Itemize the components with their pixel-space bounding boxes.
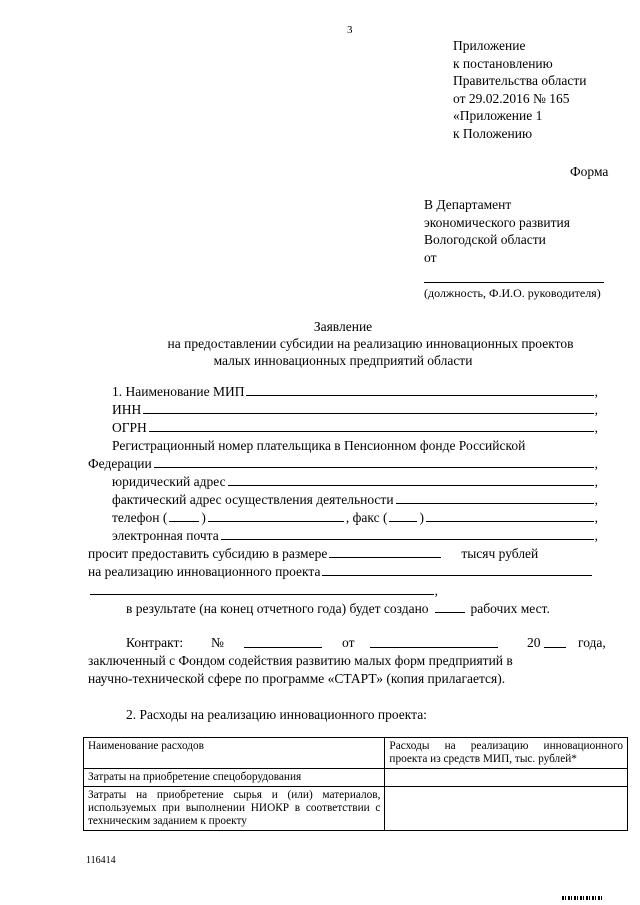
- field-pension-label: Регистрационный номер плательщика в Пенсионном фонде Российской: [112, 438, 526, 453]
- field-ogrn[interactable]: ОГРН ,: [112, 420, 598, 435]
- contract-no: №: [211, 635, 224, 650]
- table-header-cell: Наименование расходов: [84, 738, 385, 769]
- contract-from: от: [342, 635, 355, 650]
- request-project-cont[interactable]: ,: [88, 582, 438, 599]
- field-pension-reg[interactable]: Федерации ,: [88, 456, 598, 471]
- form-label: Форма: [570, 164, 609, 179]
- contract-line2: заключенный с Фондом содействия развитию малых форм предприятий в: [88, 653, 513, 668]
- appendix-block: [453, 37, 586, 142]
- table-cell-input[interactable]: [385, 787, 628, 831]
- addressee-block: [424, 196, 570, 266]
- barcode-icon: [562, 896, 602, 900]
- request-project[interactable]: на реализацию инновационного проекта: [88, 563, 593, 580]
- contract-label: Контракт:: [126, 635, 184, 650]
- document-subtitle: на предоставлении субсидии на реализацию инновационных проектов: [167, 336, 574, 351]
- expenses-table: [83, 737, 628, 831]
- table-header-cell: Расходы на реализацию инновационного проекта из средств МИП, тыс. рублей*: [385, 738, 628, 769]
- appendix-line: к Положению: [453, 125, 533, 141]
- appendix-line: к постановлению: [453, 55, 553, 71]
- footer-code: 116414: [86, 855, 116, 866]
- addressee-line: Вологодской области: [424, 232, 546, 247]
- field-email[interactable]: электронная почта ,: [112, 528, 598, 543]
- document-title: Заявление: [313, 319, 373, 334]
- contract-year-suffix: года,: [578, 635, 606, 650]
- section-2-heading: 2. Расходы на реализацию инновационного проекта:: [126, 707, 427, 722]
- field-actual-address[interactable]: фактический адрес осуществления деятельности ,: [112, 492, 598, 507]
- page-number: 3: [347, 24, 353, 36]
- appendix-line: Приложение: [453, 38, 526, 53]
- contract-line3: научно-технической сфере по программе «СТАРТ» (копия прилагается).: [88, 671, 506, 686]
- appendix-line: от 29.02.2016 № 165: [453, 90, 570, 106]
- addressee-line: экономического развития: [424, 214, 570, 230]
- request-jobs[interactable]: в результате (на конец отчетного года) будет создано рабочих мест.: [126, 601, 550, 616]
- field-name-mip[interactable]: 1. Наименование МИП ,: [112, 384, 598, 399]
- addressee-signature-line[interactable]: [424, 282, 604, 283]
- request-amount[interactable]: просит предоставить субсидию в размере тысяч рублей: [88, 546, 539, 561]
- table-row: [84, 769, 628, 787]
- table-cell: Затраты на приобретение спецоборудования: [84, 769, 385, 787]
- contract-number-input[interactable]: [244, 647, 322, 648]
- document-subtitle-2: малых инновационных предприятий области: [213, 353, 473, 368]
- appendix-line: «Приложение 1: [453, 108, 543, 123]
- field-phone-fax[interactable]: телефон ( ) , факс ( ) ,: [112, 510, 598, 525]
- appendix-line: Правительства области: [453, 73, 587, 88]
- contract-year: 20: [527, 635, 541, 650]
- contract-year-input[interactable]: [544, 647, 566, 648]
- table-row: [84, 787, 628, 831]
- addressee-line: от: [424, 249, 437, 265]
- table-row: [84, 738, 628, 769]
- field-inn[interactable]: ИНН ,: [112, 402, 598, 417]
- table-cell: Затраты на приобретение сырья и (или) материалов, используемых при выполнении НИОКР в соответствии с техническим заданием к проекту: [84, 787, 385, 831]
- addressee-caption: (должность, Ф.И.О. руководителя): [424, 286, 601, 300]
- contract-date-input[interactable]: [370, 647, 498, 648]
- field-legal-address[interactable]: юридический адрес ,: [112, 474, 598, 489]
- addressee-line: В Департамент: [424, 197, 512, 212]
- table-cell-input[interactable]: [385, 769, 628, 787]
